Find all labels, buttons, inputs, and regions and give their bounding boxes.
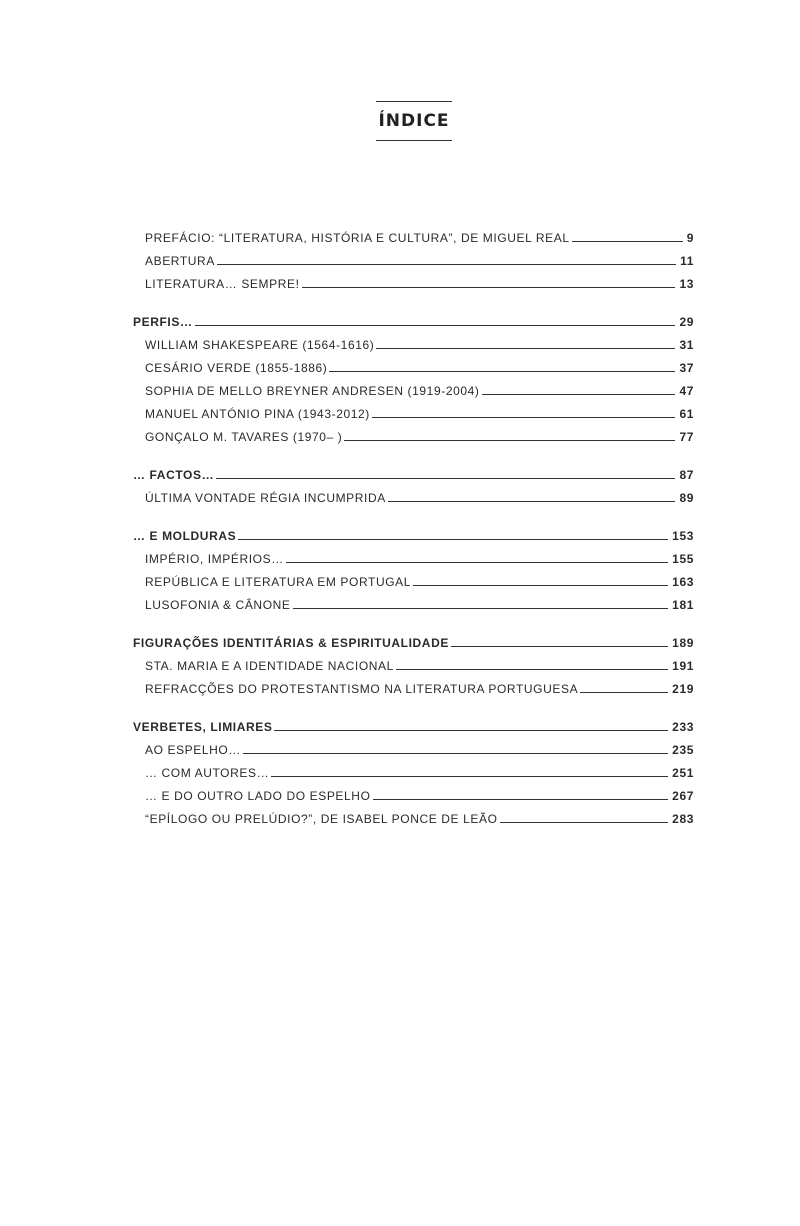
page-title: ÍNDICE bbox=[378, 111, 450, 131]
leader-line bbox=[344, 440, 675, 441]
toc-section-heading[interactable] bbox=[133, 627, 694, 650]
leader-line bbox=[274, 730, 668, 731]
toc-entry[interactable] bbox=[133, 482, 694, 505]
toc-entry-label: WILLIAM SHAKESPEARE (1564-1616) bbox=[145, 338, 375, 352]
title-block bbox=[376, 101, 452, 141]
toc-entry-label: AO ESPELHO… bbox=[145, 743, 241, 757]
leader-line bbox=[195, 325, 676, 326]
toc-section bbox=[133, 711, 694, 826]
toc-page-number: 181 bbox=[672, 598, 694, 612]
toc-page-number: 189 bbox=[672, 636, 694, 650]
toc-entry[interactable] bbox=[133, 222, 694, 245]
toc-entry-label: … FACTOS… bbox=[133, 468, 215, 482]
toc-entry[interactable] bbox=[133, 352, 694, 375]
leader-line bbox=[413, 585, 668, 586]
toc-entry[interactable] bbox=[133, 673, 694, 696]
leader-line bbox=[388, 501, 676, 502]
toc-page-number: 89 bbox=[679, 491, 694, 505]
toc-entry-label: VERBETES, LIMIARES bbox=[133, 720, 273, 734]
toc-entry-label: SOPHIA DE MELLO BREYNER ANDRESEN (1919-2004) bbox=[145, 384, 480, 398]
toc-entry[interactable] bbox=[133, 375, 694, 398]
leader-line bbox=[217, 264, 676, 265]
leader-line bbox=[451, 646, 668, 647]
toc-page-number: 61 bbox=[679, 407, 694, 421]
toc-page-number: 11 bbox=[680, 254, 694, 268]
toc-page-number: 163 bbox=[672, 575, 694, 589]
leader-line bbox=[482, 394, 676, 395]
leader-line bbox=[238, 539, 668, 540]
toc-entry-label: REFRACÇÕES DO PROTESTANTISMO NA LITERATURA PORTUGUESA bbox=[145, 682, 579, 696]
toc-section bbox=[133, 627, 694, 696]
toc-entry-label: PREFÁCIO: “LITERATURA, HISTÓRIA E CULTURA”, DE MIGUEL REAL bbox=[145, 231, 570, 245]
toc-entry[interactable] bbox=[133, 780, 694, 803]
toc-entry[interactable] bbox=[133, 650, 694, 673]
toc-page-number: 219 bbox=[672, 682, 694, 696]
toc-page-number: 235 bbox=[672, 743, 694, 757]
toc-page-number: 233 bbox=[672, 720, 694, 734]
leader-line bbox=[572, 241, 683, 242]
leader-line bbox=[286, 562, 668, 563]
leader-line bbox=[396, 669, 668, 670]
toc-entry-label: ÚLTIMA VONTADE RÉGIA INCUMPRIDA bbox=[145, 491, 386, 505]
toc-entry-label: STA. MARIA E A IDENTIDADE NACIONAL bbox=[145, 659, 394, 673]
toc-entry[interactable] bbox=[133, 398, 694, 421]
toc-page-number: 283 bbox=[672, 812, 694, 826]
toc-entry-label: CESÁRIO VERDE (1855-1886) bbox=[145, 361, 328, 375]
toc-page-number: 29 bbox=[679, 315, 694, 329]
toc-page-number: 37 bbox=[679, 361, 694, 375]
leader-line bbox=[373, 799, 669, 800]
toc-page-number: 191 bbox=[672, 659, 694, 673]
toc-entry[interactable] bbox=[133, 566, 694, 589]
toc-entry-label: “EPÍLOGO OU PRELÚDIO?”, DE ISABEL PONCE DE LEÃO bbox=[145, 812, 498, 826]
toc-entry-label: … E MOLDURAS bbox=[133, 529, 237, 543]
leader-line bbox=[500, 822, 669, 823]
toc-entry[interactable] bbox=[133, 734, 694, 757]
leader-line bbox=[580, 692, 668, 693]
toc-page-number: 153 bbox=[672, 529, 694, 543]
toc-page-number: 87 bbox=[679, 468, 694, 482]
toc-entry-label: LUSOFONIA & CÂNONE bbox=[145, 598, 291, 612]
leader-line bbox=[372, 417, 676, 418]
toc-entry-label: GONÇALO M. TAVARES (1970– ) bbox=[145, 430, 343, 444]
toc-entry[interactable] bbox=[133, 268, 694, 291]
leader-line bbox=[293, 608, 669, 609]
toc-entry[interactable] bbox=[133, 543, 694, 566]
toc-section bbox=[133, 459, 694, 505]
toc-page-number: 251 bbox=[672, 766, 694, 780]
toc-entry-label: … COM AUTORES… bbox=[145, 766, 270, 780]
toc-entry-label: LITERATURA… SEMPRE! bbox=[145, 277, 300, 291]
toc-section-heading[interactable] bbox=[133, 459, 694, 482]
toc-page-number: 47 bbox=[679, 384, 694, 398]
toc-entry[interactable] bbox=[133, 245, 694, 268]
leader-line bbox=[329, 371, 675, 372]
toc-entry[interactable] bbox=[133, 421, 694, 444]
toc-page-number: 9 bbox=[686, 231, 694, 245]
leader-line bbox=[376, 348, 675, 349]
toc-entry-label: PERFIS… bbox=[133, 315, 193, 329]
toc-entry-label: … E DO OUTRO LADO DO ESPELHO bbox=[145, 789, 371, 803]
toc-section bbox=[133, 306, 694, 444]
leader-line bbox=[216, 478, 675, 479]
leader-line bbox=[271, 776, 668, 777]
toc-section bbox=[133, 222, 694, 291]
toc-page-number: 13 bbox=[679, 277, 694, 291]
toc-entry[interactable] bbox=[133, 803, 694, 826]
toc-entry-label: IMPÉRIO, IMPÉRIOS… bbox=[145, 552, 284, 566]
toc-section-heading[interactable] bbox=[133, 520, 694, 543]
leader-line bbox=[243, 753, 668, 754]
toc-page-number: 155 bbox=[672, 552, 694, 566]
toc-section bbox=[133, 520, 694, 612]
toc-page-number: 267 bbox=[672, 789, 694, 803]
leader-line bbox=[302, 287, 676, 288]
toc-entry-label: REPÚBLICA E LITERATURA EM PORTUGAL bbox=[145, 575, 412, 589]
toc-entry[interactable] bbox=[133, 329, 694, 352]
toc-entry[interactable] bbox=[133, 757, 694, 780]
toc-section-heading[interactable] bbox=[133, 306, 694, 329]
toc-page-number: 77 bbox=[679, 430, 694, 444]
toc-page-number: 31 bbox=[679, 338, 694, 352]
table-of-contents bbox=[133, 222, 694, 841]
toc-section-heading[interactable] bbox=[133, 711, 694, 734]
toc-entry-label: MANUEL ANTÓNIO PINA (1943-2012) bbox=[145, 407, 370, 421]
toc-entry[interactable] bbox=[133, 589, 694, 612]
toc-entry-label: ABERTURA bbox=[145, 254, 215, 268]
toc-entry-label: FIGURAÇÕES IDENTITÁRIAS & ESPIRITUALIDADE bbox=[133, 636, 449, 650]
